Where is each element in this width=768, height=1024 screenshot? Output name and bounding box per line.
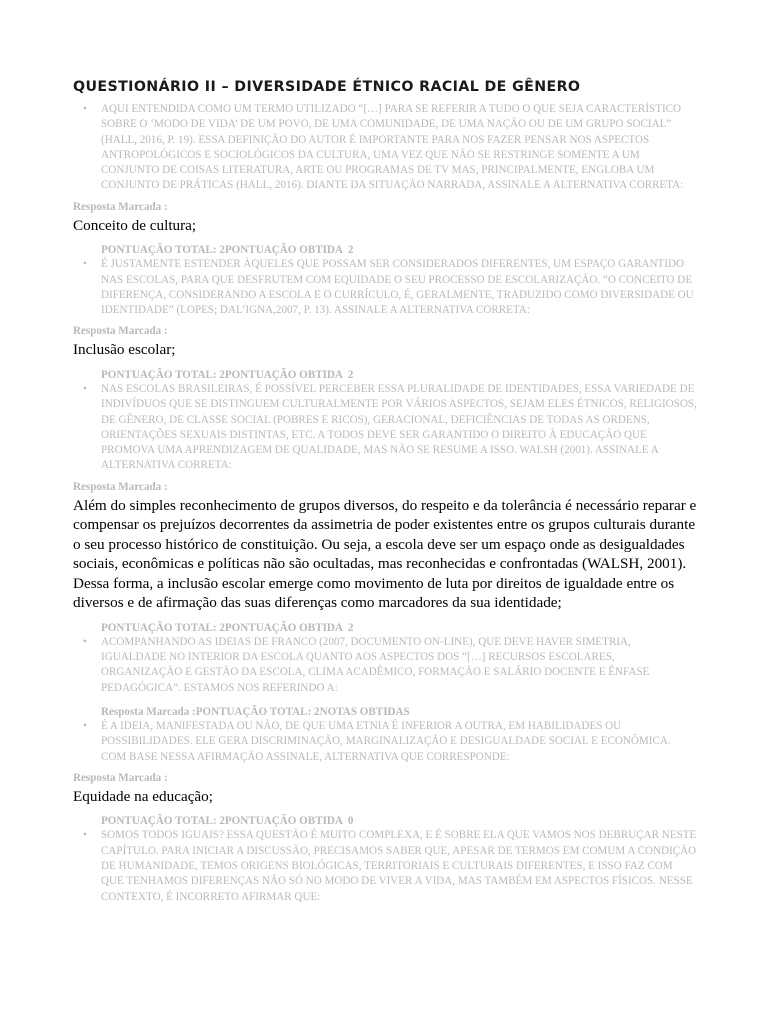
question-5-statement: É A IDEIA, MANIFESTADA OU NÃO, DE QUE UMA ETNIA É INFERIOR A OUTRA, EM HABILIDADES OU POSSIBILIDADES. ELE GERA DISCRIMINAÇÃO, MARGINALIZAÇÃO E DESIGUALDADE SOCIAL E ECONÔMICA. COM BASE NESSA AFIRMAÇÃO ASSINALE, ALTERNATIVA QUE CORRESPONDE: — [101, 719, 671, 763]
question-2-answer-label: Resposta Marcada : — [73, 325, 168, 338]
bullet-icon: • — [83, 258, 87, 271]
question-3-statement: NAS ESCOLAS BRASILEIRAS, É POSSÍVEL PERCEBER ESSA PLURALIDADE DE IDENTIDADES, ESSA VARIEDADE DE INDIVÍDUOS QUE SE DISTINGUEM CULTURALMENTE POR VÁRIOS ASPECTOS, SEJAM ELES ÉTNICOS, RELIGIOSOS, DE GÊNERO, DE CLASSE SOCIAL (POBRES E RICOS), GERACIONAL, DEFICIÊNCIAS DE TODAS AS ORDENS, ORIENTAÇÕES SEXUAIS DISTINTAS, ETC. A TODOS DEVE SER GARANTIDO O DIREITO À EDUCAÇÃO QUE PROMOVA UMA APRENDIZAGEM DE QUALIDADE, MAS NÃO SE RESUME A ISSO. WALSH (2001). ASSINALE A ALTERNATIVA CORRETA: — [101, 382, 697, 472]
question-4-score: Resposta Marcada :PONTUAÇÃO TOTAL: 2NOTAS OBTIDAS — [101, 705, 410, 718]
bullet-icon: • — [83, 103, 87, 115]
question-2-statement: É JUSTAMENTE ESTENDER ÀQUELES QUE POSSAM SER CONSIDERADOS DIFERENTES, UM ESPAÇO GARANTIDO NAS ESCOLAS, PARA QUE DESFRUTEM COM EQUIDADE O SEU PROCESSO DE ESCOLARIZAÇÃO. “O CONCEITO DE DIFERENÇA, CONSIDERANDO A ESCOLA E O CURRÍCULO, É, GERALMENTE, TRADUZIDO COMO DIVERSIDADE OU IDENTIDADE” (LOPES; DAL’IGNA,2007, P. 13). ASSINALE A ALTERNATIVA CORRETA: — [101, 258, 694, 317]
bullet-icon: • — [83, 382, 87, 395]
question-6-text — [73, 828, 698, 904]
question-2-answer: Inclusão escolar; — [73, 341, 176, 359]
question-1-answer-label: Resposta Marcada : — [73, 200, 168, 213]
question-3-text — [73, 382, 698, 474]
question-2-text — [73, 257, 698, 318]
question-4-text — [73, 635, 698, 696]
question-2-score: PONTUAÇÃO TOTAL: 2PONTUAÇÃO OBTIDA 2 — [101, 368, 354, 381]
question-4-statement: ACOMPANHANDO AS IDEIAS DE FRANCO (2007, DOCUMENTO ON-LINE), QUE DEVE HAVER SIMETRIA, IGUALDADE NO INTERIOR DA ESCOLA QUANTO AOS ASPECTOS DOS “[…] RECURSOS ESCOLARES, ORGANIZAÇÃO E GESTÃO DA ESCOLA, CLIMA ACADÊMICO, FORMAÇÃO E SALÁRIO DOCENTE E ÊNFASE PEDAGÓGICA”. ESTAMOS NOS REFERINDO A: — [101, 635, 650, 694]
question-3-answer-label: Resposta Marcada : — [73, 480, 168, 493]
question-1-answer: Conceito de cultura; — [73, 216, 197, 234]
page-title: QUESTIONÁRIO II – DIVERSIDADE ÉTNICO RACIAL DE GÊNERO — [73, 79, 581, 95]
bullet-icon: • — [83, 719, 87, 732]
question-5-text — [73, 719, 698, 765]
question-5-answer: Equidade na educação; — [73, 787, 213, 805]
question-1-score: PONTUAÇÃO TOTAL: 2PONTUAÇÃO OBTIDA 2 — [101, 244, 354, 257]
bullet-icon: • — [83, 635, 87, 648]
question-1-statement: AQUI ENTENDIDA COMO UM TERMO UTILIZADO “[…] PARA SE REFERIR A TUDO O QUE SEJA CARACTERÍSTICO SOBRE O ‘MODO DE VIDA’ DE UM POVO, DE UMA COMUNIDADE, DE UMA NAÇÃO OU DE UM GRUPO SOCIAL” (HALL, 2016, P. 19). ESSA DEFINIÇÃO DO AUTOR É IMPORTANTE PARA NOS FAZER PENSAR NOS ASPECTOS ANTROPOLÓGICOS E SOCIOLÓGICOS DA CULTURA, UMA VEZ QUE NÃO SE RESTRINGE SOMENTE A UM CONJUNTO DE COISAS LITERATURA, ARTE OU PROGRAMAS DE TV MAS, PRINCIPALMENTE, ENGLOBA UM CONJUNTO DE PRÁTICAS (HALL, 2016). DIANTE DA SITUAÇÃO NARRADA, ASSINALE A ALTERNATIVA CORRETA: — [101, 103, 684, 192]
question-5-answer-label: Resposta Marcada : — [73, 771, 168, 784]
questionnaire-page — [73, 79, 698, 905]
bullet-icon: • — [83, 829, 87, 842]
question-6-statement: SOMOS TODOS IGUAIS? ESSA QUESTÃO É MUITO COMPLEXA, E É SOBRE ELA QUE VAMOS NOS DEBRUÇAR NESTE CAPÍTULO. PARA INICIAR A DISCUSSÃO, PRECISAMOS SABER QUE, APESAR DE TERMOS EM COMUM A CONDIÇÃO DE HUMANIDADE, TEMOS ORIGENS BIOLÓGICAS, TERRITORIAIS E CULTURAIS DIFERENTES, E ISSO FAZ COM QUE TENHAMOS DIFERENÇAS NÃO SÓ NO MODO DE VIVER A VIDA, MAS TAMBÉM EM ASPECTOS FÍSICOS. NESSE CONTEXTO, É INCORRETO AFIRMAR QUE: — [101, 829, 697, 903]
question-5-score: PONTUAÇÃO TOTAL: 2PONTUAÇÃO OBTIDA 0 — [101, 815, 354, 828]
question-1-text — [73, 102, 698, 194]
question-3-answer: Além do simples reconhecimento de grupos diversos, do respeito e da tolerância é necessário reparar e compensar os prejuízos decorrentes da assimetria de poder existentes entre os grupos culturais durante o seu processo histórico de constituição. Ou seja, a escola deve ser um espaço onde as desigualdades sociais, econômicas e políticas não são ocultadas, mas reconhecidas e confrontadas (WALSH, 2001). Dessa forma, a inclusão escolar emerge como movimento de luta por direitos de igualdade entre os diversos e de afirmação das suas diferenças como marcadores da sua identidade; — [73, 496, 697, 612]
question-3-score: PONTUAÇÃO TOTAL: 2PONTUAÇÃO OBTIDA 2 — [101, 621, 354, 634]
